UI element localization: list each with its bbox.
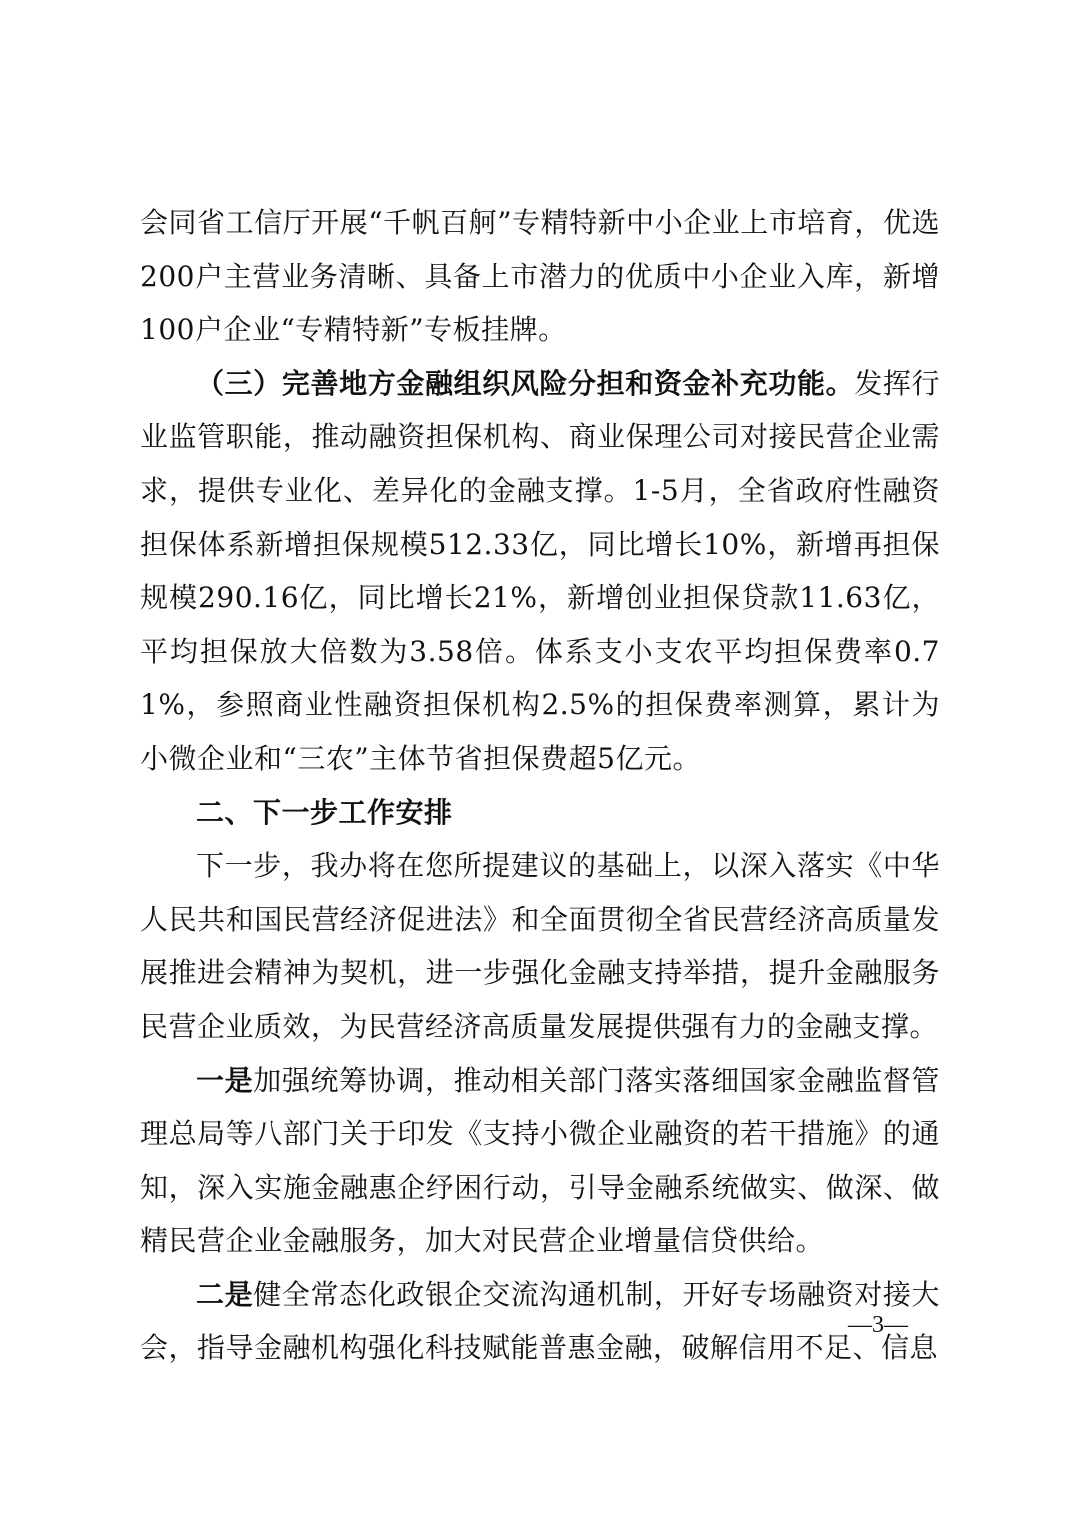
paragraph-text: 发挥行业监管职能，推动融资担保机构、商业保理公司对接民营企业需求，提供专业化、差异化的金融支撑。1-5月，全省政府性融资担保体系新增担保规模512.33亿，同比增长10%，新增再担保规模290.16亿，同比增长21%，新增创业担保贷款11.63亿，平均担保放大倍数为3.58倍。体系支小支农平均担保费率0.71%，参照商业性融资担保机构2.5%的担保费率测算，累计为小微企业和“三农”主体节省担保费超5亿元。	[140, 366, 940, 775]
paragraph-text: 健全常态化政银企交流沟通机制，开好专场融资对接大会，指导金融机构强化科技赋能普惠金融，破解信用不足、信息	[140, 1277, 940, 1365]
page-number: —3—	[848, 1312, 908, 1338]
paragraph-continuation	[140, 196, 940, 357]
document-body	[140, 196, 940, 1375]
section-heading-next-steps: 二、下一步工作安排	[196, 795, 453, 829]
subsection-heading: （三）完善地方金融组织风险分担和资金补充功能。	[196, 366, 855, 400]
paragraph-first-measure	[140, 1054, 940, 1268]
paragraph-risk-sharing	[140, 357, 940, 786]
paragraph-text: 会同省工信厅开展“千帆百舸”专精特新中小企业上市培育，优选200户主营业务清晰、具备上市潜力的优质中小企业入库，新增100户企业“专精特新”专板挂牌。	[140, 206, 940, 347]
paragraph-text: 下一步，我办将在您所提建议的基础上，以深入落实《中华人民共和国民营经济促进法》和全面贯彻全省民营经济高质量发展推进会精神为契机，进一步强化金融支持举措，提升金融服务民营企业质效，为民营经济高质量发展提供强有力的金融支撑。	[140, 849, 940, 1043]
paragraph-next-steps-intro	[140, 839, 940, 1053]
lead-label: 二是	[196, 1277, 254, 1311]
paragraph-second-measure	[140, 1268, 940, 1375]
lead-label: 一是	[196, 1063, 254, 1097]
paragraph-text: 加强统筹协调，推动相关部门落实落细国家金融监督管理总局等八部门关于印发《支持小微企业融资的若干措施》的通知，深入实施金融惠企纾困行动，引导金融系统做实、做深、做精民营企业金融服务，加大对民营企业增量信贷供给。	[140, 1063, 940, 1258]
